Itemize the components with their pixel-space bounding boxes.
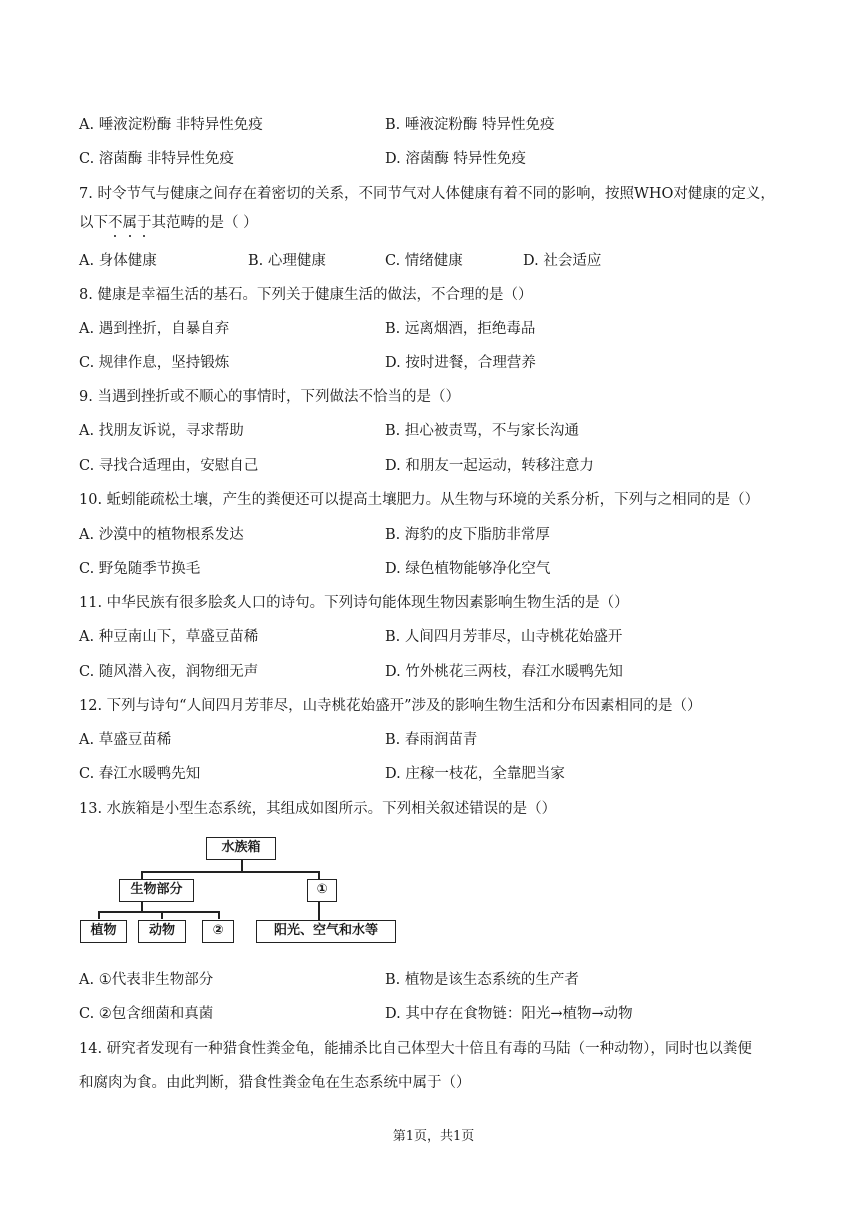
diagram-bio-box: 生物部分 <box>119 879 194 902</box>
q7-option-c: C. 情绪健康 <box>385 253 463 269</box>
aquarium-composition-diagram <box>78 833 408 948</box>
q7-stem-line2 <box>79 213 258 233</box>
q10-option-b: B. 海豹的皮下脂肪非常厚 <box>385 527 550 543</box>
q7-option-b: B. 心理健康 <box>248 253 326 269</box>
emphasis-char: 不 <box>108 215 123 231</box>
q9-option-a: A. 找朋友诉说，寻求帮助 <box>79 423 244 439</box>
connector-level2-bar <box>98 911 218 913</box>
connector-to-circle2 <box>218 911 220 919</box>
connector-to-circle1 <box>318 871 320 879</box>
q11-option-d: D. 竹外桃花三两枝，春江水暖鸭先知 <box>385 664 623 680</box>
q6-option-b: B. 唾液淀粉酶 特异性免疫 <box>385 117 555 133</box>
q12-option-d: D. 庄稼一枝花，全靠肥当家 <box>385 766 565 782</box>
q8-option-d: D. 按时进餐，合理营养 <box>385 355 536 371</box>
q10-option-c: C. 野兔随季节换毛 <box>79 561 201 577</box>
q13-option-c: C. ②包含细菌和真菌 <box>79 1006 214 1022</box>
q12-option-a: A. 草盛豆苗稀 <box>79 732 172 748</box>
q8-option-c: C. 规律作息，坚持锻炼 <box>79 355 230 371</box>
connector-level1-bar <box>141 871 319 873</box>
connector-to-bio <box>141 871 143 879</box>
diagram-plant-box: 植物 <box>80 920 127 943</box>
q7-stem-prefix: 以下 <box>79 215 108 231</box>
connector-root-down <box>241 859 243 871</box>
q10-option-a: A. 沙漠中的植物根系发达 <box>79 527 244 543</box>
q7-emphasis-text <box>108 215 152 231</box>
q13-option-b: B. 植物是该生态系统的生产者 <box>385 972 579 988</box>
q8-stem: 8. 健康是幸福生活的基石。下列关于健康生活的做法，不合理的是（） <box>79 287 533 303</box>
q9-stem: 9. 当遇到挫折或不顺心的事情时，下列做法不恰当的是（） <box>79 389 460 405</box>
q9-option-d: D. 和朋友一起运动，转移注意力 <box>385 458 594 474</box>
q9-option-c: C. 寻找合适理由，安慰自己 <box>79 458 259 474</box>
page-footer: 第1页，共1页 <box>392 1129 475 1144</box>
q11-option-b: B. 人间四月芳菲尽，山寺桃花始盛开 <box>385 629 623 645</box>
q13-stem: 13. 水族箱是小型生态系统，其组成如图所示。下列相关叙述错误的是（） <box>79 801 557 817</box>
q11-stem: 11. 中华民族有很多脍炙人口的诗句。下列诗句能体现生物因素影响生物生活的是（） <box>79 595 629 611</box>
diagram-circle1-box: ① <box>307 879 337 902</box>
q11-option-c: C. 随风潜入夜，润物细无声 <box>79 664 259 680</box>
q7-option-d: D. 社会适应 <box>523 253 602 269</box>
diagram-root-box: 水族箱 <box>206 837 276 860</box>
diagram-abiotic-box: 阳光、空气和水等 <box>256 920 396 943</box>
q6-option-a: A. 唾液淀粉酶 非特异性免疫 <box>79 117 263 133</box>
q13-option-a: A. ①代表非生物部分 <box>79 972 214 988</box>
connector-circle1-down <box>318 901 320 920</box>
diagram-circle2-box: ② <box>202 920 234 943</box>
q12-option-b: B. 春雨润苗青 <box>385 732 478 748</box>
q14-stem-line2: 和腐肉为食。由此判断，猎食性粪金龟在生态系统中属于（） <box>79 1075 471 1091</box>
diagram-animal-box: 动物 <box>138 920 186 943</box>
connector-to-plant <box>98 911 100 919</box>
q10-stem: 10. 蚯蚓能疏松土壤，产生的粪便还可以提高土壤肥力。从生物与环境的关系分析，下列与之相同的是（） <box>79 492 760 508</box>
q12-stem: 12. 下列与诗句“人间四月芳菲尽，山寺桃花始盛开”涉及的影响生物生活和分布因素相同的是（） <box>79 698 702 714</box>
q6-option-d: D. 溶菌酶 特异性免疫 <box>385 151 526 167</box>
connector-to-animal <box>161 911 163 919</box>
q8-option-a: A. 遇到挫折，自暴自弃 <box>79 321 230 337</box>
q12-option-c: C. 春江水暖鸭先知 <box>79 766 201 782</box>
connector-bio-down <box>141 901 143 911</box>
emphasis-char: 于 <box>137 215 152 231</box>
q7-stem-suffix: 其范畴的是（ ） <box>151 215 258 231</box>
q7-stem-line1: 7. 时令节气与健康之间存在着密切的关系，不同节气对人体健康有着不同的影响，按照WHO对健康的定义， <box>79 186 775 202</box>
q7-option-a: A. 身体健康 <box>79 253 157 269</box>
emphasis-char: 属 <box>122 215 137 231</box>
q11-option-a: A. 种豆南山下，草盛豆苗稀 <box>79 629 259 645</box>
q8-option-b: B. 远离烟酒，拒绝毒品 <box>385 321 536 337</box>
q9-option-b: B. 担心被责骂，不与家长沟通 <box>385 423 579 439</box>
q6-option-c: C. 溶菌酶 非特异性免疫 <box>79 151 234 167</box>
q10-option-d: D. 绿色植物能够净化空气 <box>385 561 551 577</box>
q14-stem-line1: 14. 研究者发现有一种猎食性粪金龟，能捕杀比自己体型大十倍且有毒的马陆（一种动物），同时也以粪便 <box>79 1041 752 1057</box>
q13-option-d: D. 其中存在食物链：阳光→植物→动物 <box>385 1006 633 1022</box>
